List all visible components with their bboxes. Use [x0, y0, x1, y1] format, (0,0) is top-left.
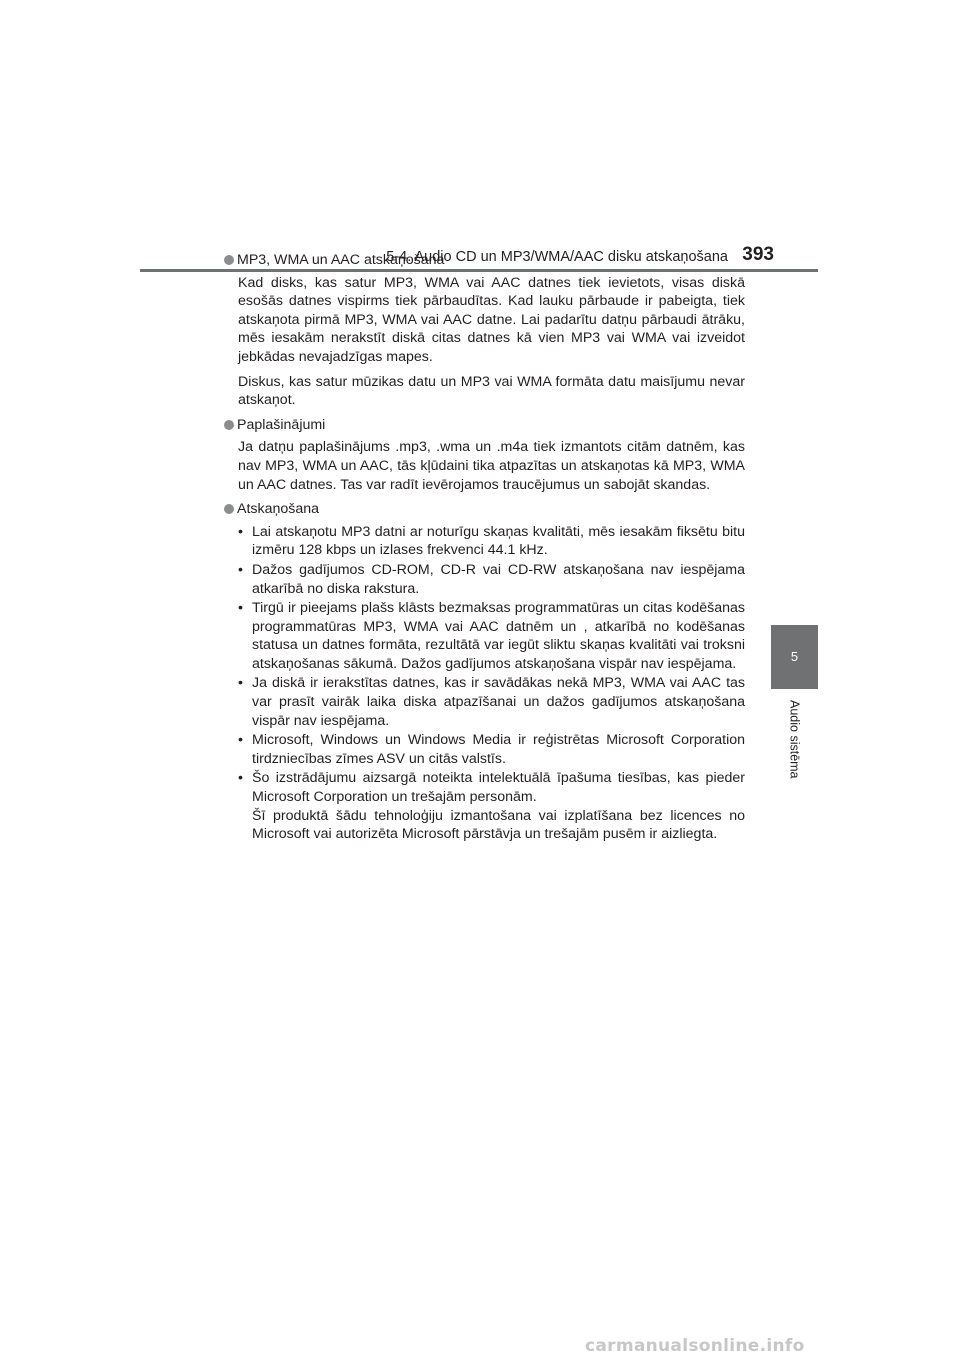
- heading-text: Paplašinājumi: [237, 416, 326, 433]
- bullet-dot-icon: [224, 255, 234, 265]
- paragraph: Diskus, kas satur mūzikas datu un MP3 vai WMA formāta datu maisījumu nevar atskaņot.: [238, 373, 745, 409]
- bullet-continuation: Šī produktā šādu tehnoloģiju izmantošana vai izplatīšana bez licences no Microsoft vai autorizēta Microsoft pārstāvja un trešajām pusēm ir aizliegta.: [252, 807, 745, 843]
- list-item: • Šo izstrādājumu aizsargā noteikta intelektuālā īpašuma tiesības, kas pieder Microsoft Corporation un trešajām personām. Šī produktā šādu tehnoloģiju izmantošana vai izplatīšana bez licences no Microsoft vai autorizēta Microsoft pārstāvja un trešajām pusēm ir aizliegta.: [238, 770, 745, 843]
- chapter-label-container: [771, 700, 818, 810]
- list-item: • Tirgū ir pieejams plašs klāsts bezmaksas programmatūras un citas kodēšanas programmatūras MP3, WMA vai AAC datnēm un , atkarībā no kodēšanas statusa un datnes formāta, rezultātā var iegūt sliktu skaņas kvalitāti vai troksni atskaņošanas sākumā. Dažos gadījumos atskaņošana vispār nav iespējama.: [238, 600, 745, 672]
- list-item: • Dažos gadījumos CD-ROM, CD-R vai CD-RW atskaņošana nav iespējama atkarībā no diska rakstura.: [238, 561, 745, 597]
- page-number: 393: [742, 244, 774, 265]
- paragraph: Ja datņu paplašinājums .mp3, .wma un .m4a tiek izmantots citām datnēm, kas nav MP3, WMA un AAC, tās kļūdaini tika atpazītas un atskaņotas kā MP3, WMA un AAC datnes. Tas var radīt ievērojamos traucējumus un sabojāt skandas.: [238, 439, 745, 493]
- bullet-dot-icon: [224, 420, 234, 430]
- list-item: • Lai atskaņotu MP3 datni ar noturīgu skaņas kvalitāti, mēs iesakām fiksētu bitu izmēru 128 kbps un izlases frekvenci 44.1 kHz.: [238, 523, 745, 559]
- bullet-dot-icon: [224, 504, 234, 514]
- chapter-label: Audio sistēma: [787, 700, 802, 779]
- section-playback: [224, 500, 745, 844]
- section-title: 5-4. Audio CD un MP3/WMA/AAC disku atskaņošana: [386, 249, 728, 265]
- section-extensions: [224, 416, 745, 494]
- section-mp3-playback: [224, 251, 745, 410]
- list-item: • Ja diskā ir ierakstītas datnes, kas ir savādākas nekā MP3, WMA vai AAC tas var prasīt vairāk laika diska atpazīšanai un dažos gadījumos atskaņošana vispār nav iespējama.: [238, 675, 745, 729]
- section-heading: [224, 500, 745, 519]
- chapter-tab: 5: [771, 625, 818, 689]
- section-heading: [224, 416, 745, 435]
- heading-text: Atskaņošana: [237, 501, 320, 518]
- bullet-list: [238, 523, 745, 844]
- watermark-text: carmanualsonline.info: [585, 1336, 805, 1356]
- paragraph: Kad disks, kas satur MP3, WMA vai AAC datnes tiek ievietots, visas diskā esošās datnes vispirms tiek pārbaudītas. Kad lauku pārbaude ir pabeigta, tiek atskaņota pirmā MP3, WMA vai AAC datne. Lai padarītu datņu pārbaudi ātrāku, mēs iesakām nerakstīt diskā citas datnes kā vien MP3 vai WMA vai izveidot jebkādas nevajadzīgas mapes.: [238, 274, 745, 365]
- section-heading: [224, 251, 745, 270]
- watermark-logo: [585, 1336, 955, 1356]
- list-item: • Microsoft, Windows un Windows Media ir reģistrētas Microsoft Corporation tirdzniecības zīmes ASV un citās valstīs.: [238, 732, 745, 767]
- page-content: [224, 251, 745, 845]
- heading-text: MP3, WMA un AAC atskaņošana: [237, 252, 445, 268]
